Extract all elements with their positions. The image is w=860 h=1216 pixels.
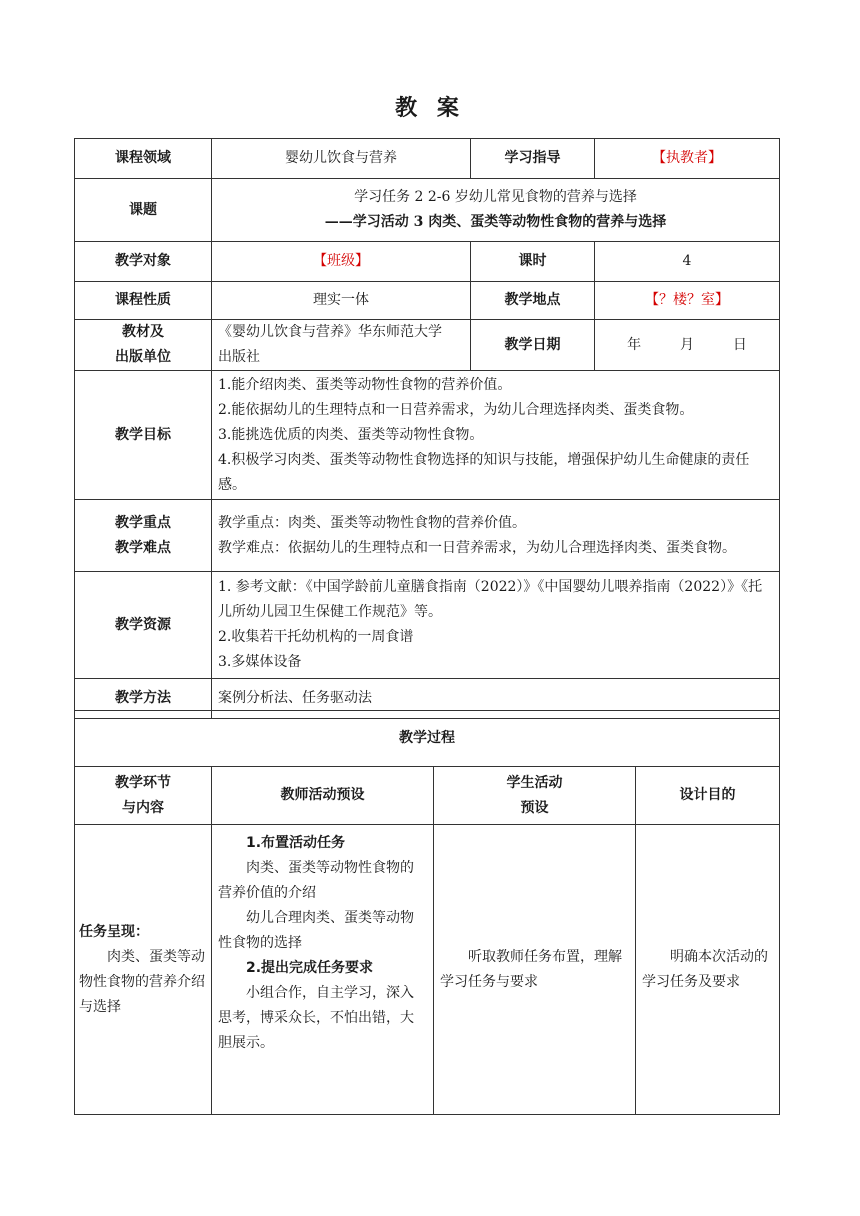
key-point-difficulty: 教学难点：依据幼儿的生理特点和一日营养需求，为幼儿合理选择肉类、蛋类食物。 bbox=[218, 539, 736, 556]
header-student-line-1: 学生活动 bbox=[506, 774, 563, 791]
teacher-paragraph-3: 小组合作，自主学习，深入思考，博采众长，不怕出错，大胆展示。 bbox=[218, 985, 414, 1051]
date-label: 教学日期 bbox=[471, 320, 595, 371]
teacher-heading-1: 1.布置活动任务 bbox=[246, 835, 346, 851]
row-target bbox=[75, 242, 780, 282]
header-stage-line-2: 与内容 bbox=[122, 799, 164, 816]
place-label: 教学地点 bbox=[471, 282, 595, 320]
goals-label: 教学目标 bbox=[75, 371, 212, 500]
process-table bbox=[74, 710, 780, 1115]
textbook-value-line-2: 出版社 bbox=[218, 349, 260, 365]
stage-cell bbox=[75, 825, 212, 1115]
row-goals bbox=[75, 371, 780, 500]
key-points-label-difficulty: 教学难点 bbox=[115, 539, 171, 556]
purpose-cell bbox=[636, 825, 780, 1115]
textbook-label-line-1: 教材及 bbox=[122, 324, 164, 340]
student-cell bbox=[434, 825, 636, 1115]
hours-value: 4 bbox=[595, 242, 780, 282]
nature-value: 理实一体 bbox=[212, 282, 471, 320]
goal-item: 1.能介绍肉类、蛋类等动物性食物的营养价值。 bbox=[218, 376, 512, 393]
teacher-paragraph-1: 肉类、蛋类等动物性食物的营养价值的介绍 bbox=[218, 860, 414, 901]
textbook-value-line-1: 《婴幼儿饮食与营养》华东师范大学 bbox=[218, 324, 442, 340]
resource-item: 3.多媒体设备 bbox=[218, 654, 302, 670]
target-value: 【班级】 bbox=[212, 242, 471, 282]
textbook-label-line-2: 出版单位 bbox=[115, 349, 171, 365]
header-teacher: 教师活动预设 bbox=[212, 767, 434, 825]
process-title: 教学过程 bbox=[75, 711, 780, 767]
target-label: 教学对象 bbox=[75, 242, 212, 282]
resources-list bbox=[212, 572, 780, 679]
header-student-line-2: 预设 bbox=[520, 799, 549, 816]
key-points-value bbox=[212, 500, 780, 572]
date-year: 年 bbox=[627, 336, 642, 353]
key-points-label bbox=[75, 500, 212, 572]
date-month: 月 bbox=[680, 336, 694, 353]
row-course-field bbox=[75, 139, 780, 179]
goal-item: 3.能挑选优质的肉类、蛋类等动物性食物。 bbox=[218, 426, 484, 443]
date-day: 日 bbox=[732, 336, 747, 353]
hours-label: 课时 bbox=[471, 242, 595, 282]
header-stage bbox=[75, 767, 212, 825]
row-topic bbox=[75, 179, 780, 242]
row-key-points bbox=[75, 500, 780, 572]
stage-title: 任务呈现： bbox=[79, 923, 149, 940]
row-nature bbox=[75, 282, 780, 320]
goal-item: 4.积极学习肉类、蛋类等动物性食物选择的知识与技能，增强保护幼儿生命健康的责任感。 bbox=[218, 451, 750, 493]
row-textbook bbox=[75, 320, 780, 371]
header-student bbox=[434, 767, 636, 825]
course-field-label: 课程领域 bbox=[75, 139, 212, 179]
topic-label: 课题 bbox=[75, 179, 212, 242]
lesson-info-table bbox=[74, 138, 780, 719]
goal-item: 2.能依据幼儿的生理特点和一日营养需求，为幼儿合理选择肉类、蛋类食物。 bbox=[218, 401, 694, 418]
textbook-label bbox=[75, 320, 212, 371]
resources-label: 教学资源 bbox=[75, 572, 212, 679]
resource-item: 1. 参考文献：《中国学龄前儿童膳食指南（2022）》《中国婴幼儿喂养指南（2022）》《托儿所幼儿园卫生保健工作规范》等。 bbox=[218, 579, 763, 620]
textbook-value bbox=[212, 320, 471, 371]
teacher-heading-2: 2.提出完成任务要求 bbox=[246, 960, 374, 976]
resource-item: 2.收集若干托幼机构的一周食谱 bbox=[218, 629, 414, 645]
key-points-label-focus: 教学重点 bbox=[115, 514, 171, 531]
page-title: 教 案 bbox=[395, 95, 465, 121]
topic-line-2: ——学习活动 3 肉类、蛋类等动物性食物的营养与选择 bbox=[324, 214, 667, 230]
header-stage-line-1: 教学环节 bbox=[115, 774, 171, 791]
process-row bbox=[75, 825, 780, 1115]
guidance-label: 学习指导 bbox=[471, 139, 595, 179]
header-purpose: 设计目的 bbox=[636, 767, 780, 825]
row-process-headers bbox=[75, 767, 780, 825]
topic-line-1: 学习任务 2 2-6 岁幼儿常见食物的营养与选择 bbox=[354, 189, 637, 205]
methods-label: 教学方法 bbox=[75, 679, 212, 719]
teacher-cell bbox=[212, 825, 434, 1115]
teacher-paragraph-2: 幼儿合理肉类、蛋类等动物性食物的选择 bbox=[218, 910, 414, 951]
stage-desc: 肉类、蛋类等动物性食物的营养介绍与选择 bbox=[79, 948, 205, 1015]
topic-value bbox=[212, 179, 780, 242]
nature-label: 课程性质 bbox=[75, 282, 212, 320]
student-activity: 听取教师任务布置，理解学习任务与要求 bbox=[440, 948, 622, 990]
place-value: 【？楼？室】 bbox=[595, 282, 780, 320]
design-purpose: 明确本次活动的学习任务及要求 bbox=[642, 948, 768, 990]
methods-value: 案例分析法、任务驱动法 bbox=[212, 679, 780, 719]
guidance-value: 【执教者】 bbox=[595, 139, 780, 179]
row-resources bbox=[75, 572, 780, 679]
date-value bbox=[595, 320, 780, 371]
key-point-focus: 教学重点：肉类、蛋类等动物性食物的营养价值。 bbox=[218, 514, 526, 531]
row-process-title bbox=[75, 711, 780, 767]
course-field-value: 婴幼儿饮食与营养 bbox=[212, 139, 471, 179]
goals-list bbox=[212, 371, 780, 500]
